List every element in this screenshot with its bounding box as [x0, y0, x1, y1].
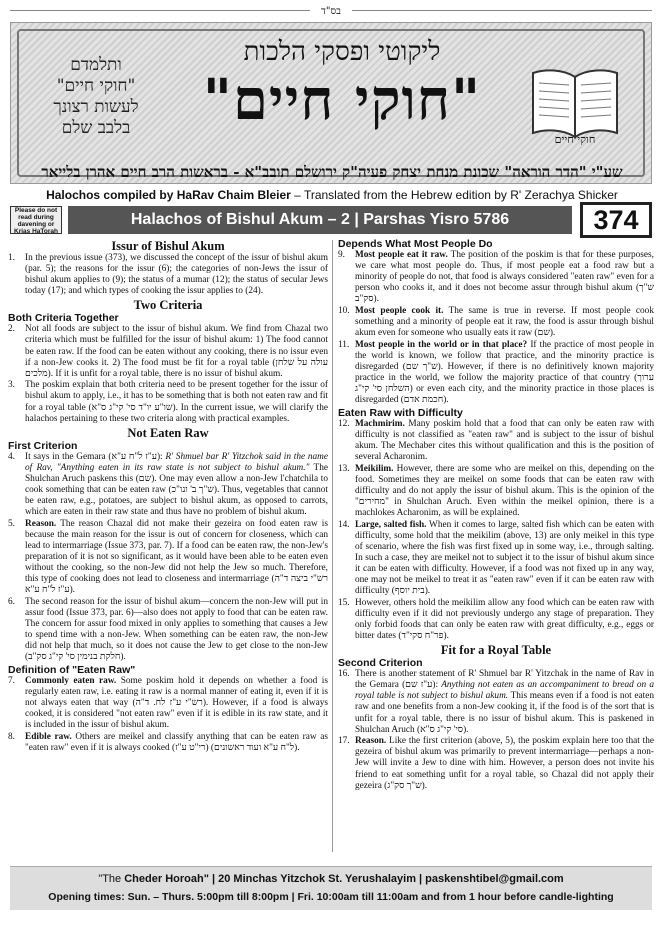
sub-heading: First Criterion — [8, 439, 78, 452]
masthead-banner — [10, 22, 652, 184]
paragraph-3: 3. The poskim explain that both criteria need to be present together for the issur of bishul akum to apply, i.e., it has to be something that is both not eaten raw and fit for a royal table (שו"ע יו"ד סי' קי"ג ס"א). In the current issue, we will clarify the halachos pertaining to these two criteria along with practical examples. — [8, 380, 328, 424]
sub-heading: Second Criterion — [338, 657, 423, 670]
paragraph-4: 4. It says in the Gemara (ע"ז ל"ח ע"א): R' Shmuel bar R' Yitzchok said in the name of Rav, "Anything eaten in its raw state is not subject to bishul akum." The Shulchan Aruch paskens this (שם). One may even allow a non-Jew l'chatchila to cook something that can be eaten raw (ש"ך ב' ונו"כ). Thus, vegetables that cannot be eaten raw, e.g., potatoes, are subject to bishul akum, as opposed to carrots, which are eaten in their raw state and thus have no problem of bishul akum. — [8, 451, 329, 518]
paragraph-1: 1. In the previous issue (373), we discussed the concept of the issur of bishul akum (par. 5); the reasons for the issur (6); the categories of non-Jews the issur of bishul akum applies to (9); the status of a mumar (12); the status of secular Jews today (17); and which types of cooking the issur applies to (24). — [8, 253, 328, 297]
sub-heading: Eaten Raw with Difficulty — [338, 406, 463, 419]
paragraph-10: 10. Most people cook it. The same is true in reverse. If most people cook something and a minority of people eat it raw, the food is assur through bishul akum even for someone who usually eats it raw (שם). — [338, 305, 654, 339]
bsd-mark: בס"ד — [321, 6, 341, 17]
footer-address: "The Cheder Horoah" | 20 Minchas Yitzchok St. Yerushalayim | paskenshtibel@gmail.com — [98, 873, 564, 885]
motto-line: בלבב שלם — [61, 118, 131, 138]
motto-line: לעשות רצונך — [53, 97, 139, 117]
title-bar — [10, 206, 652, 234]
motto-line: "חוקי חיים" — [56, 76, 136, 96]
issue-title: Halachos of Bishul Akum – 2 | Parshas Yisro 5786 — [68, 206, 572, 234]
footer-hours: Opening times: Sun. – Thurs. 5:00pm till 8:00pm | Fri. 10:00am till 11:00am and from 1 hour before candle-lighting — [48, 891, 614, 903]
section-heading: Two Criteria — [133, 298, 203, 313]
paragraph-12: 12. Machmirim. Many poskim hold that a food that can only be eaten raw with difficulty is not classified as "eaten raw" and is subject to the issur of bishul akum. The Mechaber cites this without qualification and this is the position of several Acharonim. — [338, 418, 654, 463]
section-heading: Issur of Bishul Akum — [111, 239, 225, 253]
paragraph-17: 17. Reason. Like the first criterion (above, 5), the poskim explain here too that the gezeira of bishul akum was primarily to prevent intermarriage—perhaps a non-Jew will invite a Jew to dine with him. However, a person does not invite his friend to eat something unfit for a royal table, so Chazal did not apply their gezeira (ש"ך סק"ג). — [338, 736, 654, 791]
sub-heading: Depends What Most People Do — [338, 238, 493, 250]
compiled-by: Halochos compiled by HaRav Chaim Bleier — [46, 188, 291, 202]
left-column — [8, 238, 328, 755]
credits-line — [12, 188, 652, 202]
section-heading: Not Eaten Raw — [127, 425, 209, 440]
book-caption: חוקי חיים — [554, 133, 596, 146]
paragraph-11: 11. Most people in the world or in that place? If the practice of most people in the world is known, we follow that practice, and the minority practice is disregarded (ש"ך שם). However, if there is no definitively known majority practice in the world, we follow the majority practice of that country (ערוך השלחן סי' קי"ג) or even each city, and the minority practice in those places is disregarded (חכמת אדם). — [338, 339, 654, 406]
issue-number: 374 — [580, 202, 652, 238]
sub-heading: Both Criteria Together — [8, 312, 119, 325]
davening-notice: Please do not read during davening or Krias HaTorah — [10, 206, 62, 234]
sub-heading: Definition of "Eaten Raw" — [8, 664, 136, 676]
paragraph-6: 6. The second reason for the issur of bishul akum—concern the non-Jew will put in assur food (Issue 373, par. 6)—also does not apply to food that can be eaten raw. The concern for assur food mixed in only applies to something that causes a Jew to spend time with a non-Jew. When something can be eaten raw, the non-Jew did not help that much, so it does not cause the Jew to get close to the non-Jew (חלקת בנימין סי' קי"ג סק"ב). — [8, 596, 328, 663]
footer — [10, 866, 652, 910]
masthead-title: "חוקי חיים" — [202, 67, 482, 133]
right-column — [338, 238, 654, 792]
dedication-line: שע"י "הדר הוראה" שכונת מנחת יצחק פעיה"ק ירושלם תובב"א - בראשות הרב חיים אהרן בלייאר — [41, 163, 623, 181]
paragraph-13: 13. Meikilim. However, there are some who are meikel on this, depending on the food. Sometimes they are meikel on some foods that can be eaten raw with difficulty and do not apply the issur of bishul akum. This is the opinion of the "מחירים" in Shulchan Aruch. Even within the meikel opinion, there is a machlokes Acharonim, as will be explained. — [338, 463, 654, 519]
paragraph-14: 14. Large, salted fish. When it comes to large, salted fish which can be eaten with difficulty, some hold that the meikilim (above, 13) are only meikel in this type of scenario, where the fish was first fixed up in some way, i.e., through salting. In such a case, they are meikel not to subject it to the issur of bishul akum since it can be eaten with difficulty. However, if a food was not fixed up in any way, one may not be meikel to treat it as "eaten raw" even if it can be eaten raw with difficulty (בית יוסף). — [338, 519, 654, 597]
section-heading: Fit for a Royal Table — [440, 643, 552, 658]
paragraph-15: 15. However, others hold the meikilim allow any food which can be eaten raw with difficulty even if it did not previously undergo any stage of preparation. They only forbid foods that can only be eaten raw with great difficulty, e.g., eggs or bitter dates (פר"ח סקי"ד). — [338, 597, 654, 642]
paragraph-8: 8. Edible raw. Others are meikel and classify anything that can be eaten raw as "eaten raw" even if it is always cooked (רי"ט ע"ז) (ל"ח ע"א ועוד ראשונים). — [8, 731, 328, 754]
paragraph-2: 2. Not all foods are subject to the issur of bishul akum. We find from Chazal two criteria which must be fulfilled for the issur of bishul akum: 1) The food cannot be eaten raw. If the food can be eaten without any cooking, there is no issur even if a non-Jew cooks it. 2) The food must be fit for a royal table (עולה על שלחן מלכים). If it is unfit for a royal table, there is no issur of bishul akum. — [8, 324, 328, 379]
paragraph-9: 9. Most people eat it raw. The position of the poskim is that for these purposes, we care what most people do. Thus, if most people eat a food raw but a minority of people do not, that food is always considered "eaten raw" even for a person who cooks it, and it does not become assur through bishul akum (ש"ך סק"ב). — [338, 250, 654, 305]
column-divider — [332, 240, 333, 852]
masthead-subtitle: ליקוטי ופסקי הלכות — [243, 37, 441, 67]
masthead-motto — [31, 55, 161, 139]
translated-by: – Translated from the Hebrew edition by R' Zerachya Shicker — [290, 188, 618, 202]
motto-line: ותלמדם — [70, 55, 122, 75]
paragraph-16: 16. There is another statement of R' Shmuel bar R' Yitzchak in the name of Rav in the Gemara (ע"ז שם): Anything not eaten as an accompaniment to bread on a royal table is not subject to bishul akum. This means even if a food is not eaten raw and one benefits from a non-Jew cooking it, if the food is of the sort that is unfit for a royal table, there is no issur of bishul akum. This is paskened in Shulchan Aruch (סי' קי"ג ס"א). — [338, 669, 654, 735]
paragraph-7: 7. Commonly eaten raw. Some poskim hold it depends on whether a food is regularly eaten raw, i.e. eating it raw is a normal manner of eating it, even if it is not always eaten that way (רש"י ע"ז לח. ד"ה). However, if a food is always cooked, it is considered "not eaten raw" even if it is edible in its raw state, and it is included in the issur of bishul akum. — [8, 676, 328, 731]
paragraph-5: 5. Reason. The reason Chazal did not make their gezeira on food eaten raw is because the main reason for the issur is out of concern for closeness, which can lead to intermarriage (Issue 373, par. 7). If a food can be eaten raw, the non-Jew's preparation of it is not so significant, as it would have been able to be eaten even without the cooking, so the non-Jew did not help the Jew so much. Therefore, this type of cooking does not lead to closeness and intermarriage (רש"י ביצה ד"ה ע"ז ל"ח ע"א). — [8, 518, 329, 596]
